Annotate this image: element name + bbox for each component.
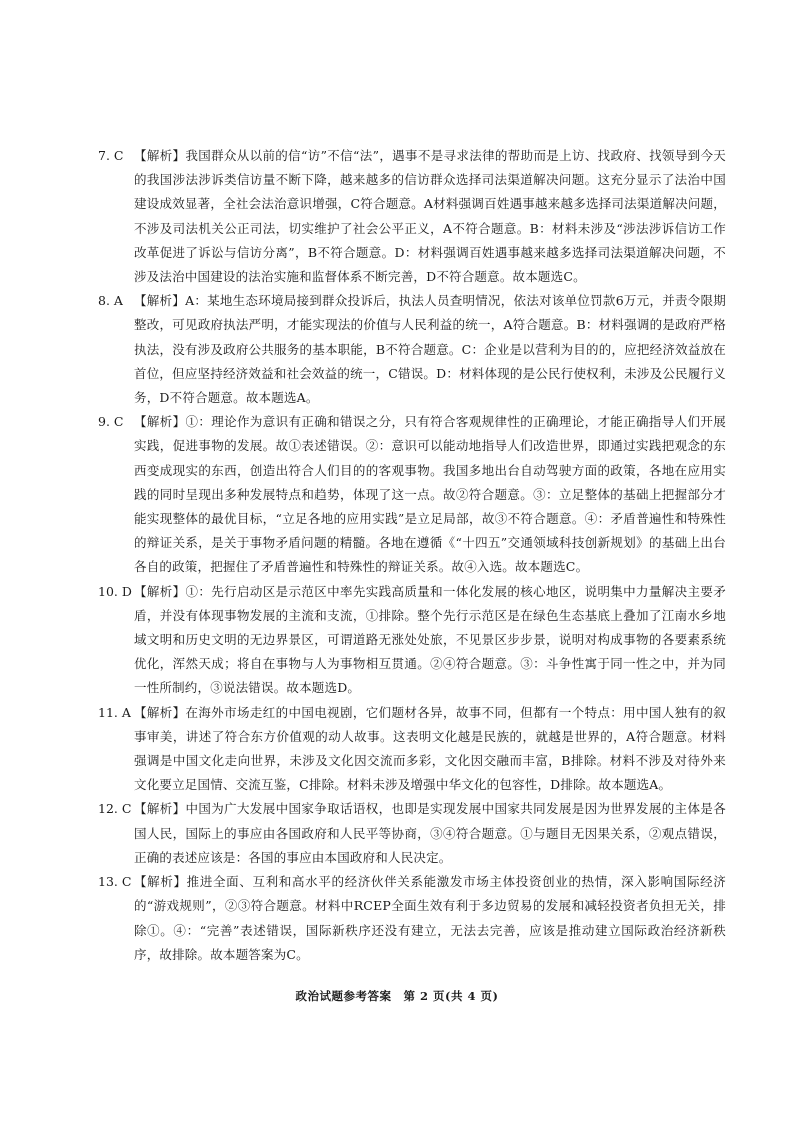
answer-number: 9. C	[98, 414, 124, 430]
answer-number: 8. A	[98, 293, 123, 309]
answer-number: 10. D	[98, 583, 132, 599]
answer-item-7	[98, 144, 726, 289]
answer-explanation: 【解析】我国群众从以前的信“访”不信“法”，遇事不是寻求法律的帮助而是上访、找政府、找领导到今天的我国涉法涉诉类信访量不断下降，越来越多的信访群众选择司法渠道解决问题。这充分显示了法治中国建设成效显著，全社会法治意识增强，C符合题意。A材料强调百姓遇事越来越多选择司法渠道解决问题，不涉及司法机关公正司法，切实维护了社会公平正义，A不符合题意。B：材料未涉及“涉法涉诉信访工作改革促进了诉讼与信访分离”，B不符合题意。D：材料强调百姓遇事越来越多选择司法渠道解决问题，不涉及法治中国建设的法治实施和监督体系不断完善，D不符合题意。故本题选C。	[134, 148, 726, 285]
answer-number: 12. C	[98, 801, 132, 817]
answer-item-13	[98, 870, 726, 967]
answer-item-11	[98, 701, 726, 798]
answer-explanation: 【解析】①：理论作为意识有正确和错误之分，只有符合客观规律性的正确理论，才能正确指导人们开展实践，促进事物的发展。故①表述错误。②：意识可以能动地指导人们改造世界，即通过实践把观念的东西变成现实的东西，创造出符合人们目的的客观事物。我国多地出台自动驾驶方面的政策，各地在应用实践的同时呈现出多种发展特点和趋势，体现了这一点。故②符合题意。③：立足整体的基础上把握部分才能实现整体的最优目标，“立足各地的应用实践”是立足局部，故③不符合题意。④：矛盾普遍性和特殊性的辩证关系，是关于事物矛盾问题的精髓。各地在遵循《“十四五”交通领域科技创新规划》的基础上出台各自的政策，把握住了矛盾普遍性和特殊性的辩证关系。故④入选。故本题选C。	[134, 414, 726, 575]
answer-explanation: 【解析】①：先行启动区是示范区中率先实践高质量和一体化发展的核心地区，说明集中力量解决主要矛盾，并没有体现事物发展的主流和支流，①排除。整个先行示范区是在绿色生态基底上叠加了江南水乡地域文明和历史文明的无边界景区，可谓道路无涨处处旅，不见景区步步景，说明对构成事物的各要素系统优化，浑然天成；将自在事物与人为事物相互贯通。②④符合题意。③：斗争性寓于同一性之中，并为同一性所制约，③说法错误。故本题选D。	[134, 583, 726, 696]
answer-number: 7. C	[98, 148, 124, 163]
answer-number: 13. C	[98, 874, 132, 890]
answer-explanation: 【解析】A：某地生态环境局接到群众投诉后，执法人员查明情况，依法对该单位罚款6万元，并责令限期整改，可见政府执法严明，才能实现法的价值与人民利益的统一，A符合题意。B：材料强调的是政府严格执法，没有涉及政府公共服务的基本职能，B不符合题意。C：企业是以营利为目的的，应把经济效益放在首位，但应坚持经济效益和社会效益的统一，C错误。D：材料体现的是公民行使权利，未涉及公民履行义务，D不符合题意。故本题选A。	[134, 293, 726, 406]
answer-explanation: 【解析】推进全面、互利和高水平的经济伙伴关系能激发市场主体投资创业的热情，深入影响国际经济的“游戏规则”，②③符合题意。材料中RCEP全面生效有利于多边贸易的发展和减轻投资者负担无关，排除①。④：“完善”表述错误，国际新秩序还没有建立，无法去完善，应该是推动建立国际政治经济新秩序，故排除。故本题答案为C。	[134, 874, 726, 962]
answer-list	[98, 144, 726, 967]
answer-number: 11. A	[98, 704, 131, 720]
answer-explanation: 【解析】中国为广大发展中国家争取话语权，也即是实现发展中国家共同发展是因为世界发展的主体是各国人民，国际上的事应由各国政府和人民平等协商，③④符合题意。①与题目无因果关系，②观点错误，正确的表述应该是：各国的事应由本国政府和人民决定。	[134, 801, 726, 865]
answer-item-12	[98, 797, 726, 870]
page-footer: 政治试题参考答案 第 2 页(共 4 页)	[295, 989, 499, 1003]
answer-explanation: 【解析】在海外市场走红的中国电视剧，它们题材各异，故事不同，但都有一个特点：用中国人独有的叙事审美，讲述了符合东方价值观的动人故事。这表明文化越是民族的，就越是世界的，A符合题意。材料强调是中国文化走向世界，未涉及文化因交流而多彩，文化因交融而丰富，B排除。材料不涉及对待外来文化要立足国情、交流互鉴，C排除。材料未涉及增强中华文化的包容性，D排除。故本题选A。	[134, 704, 726, 793]
answer-item-10	[98, 580, 726, 701]
answer-item-8	[98, 289, 726, 410]
answer-item-9	[98, 410, 726, 579]
